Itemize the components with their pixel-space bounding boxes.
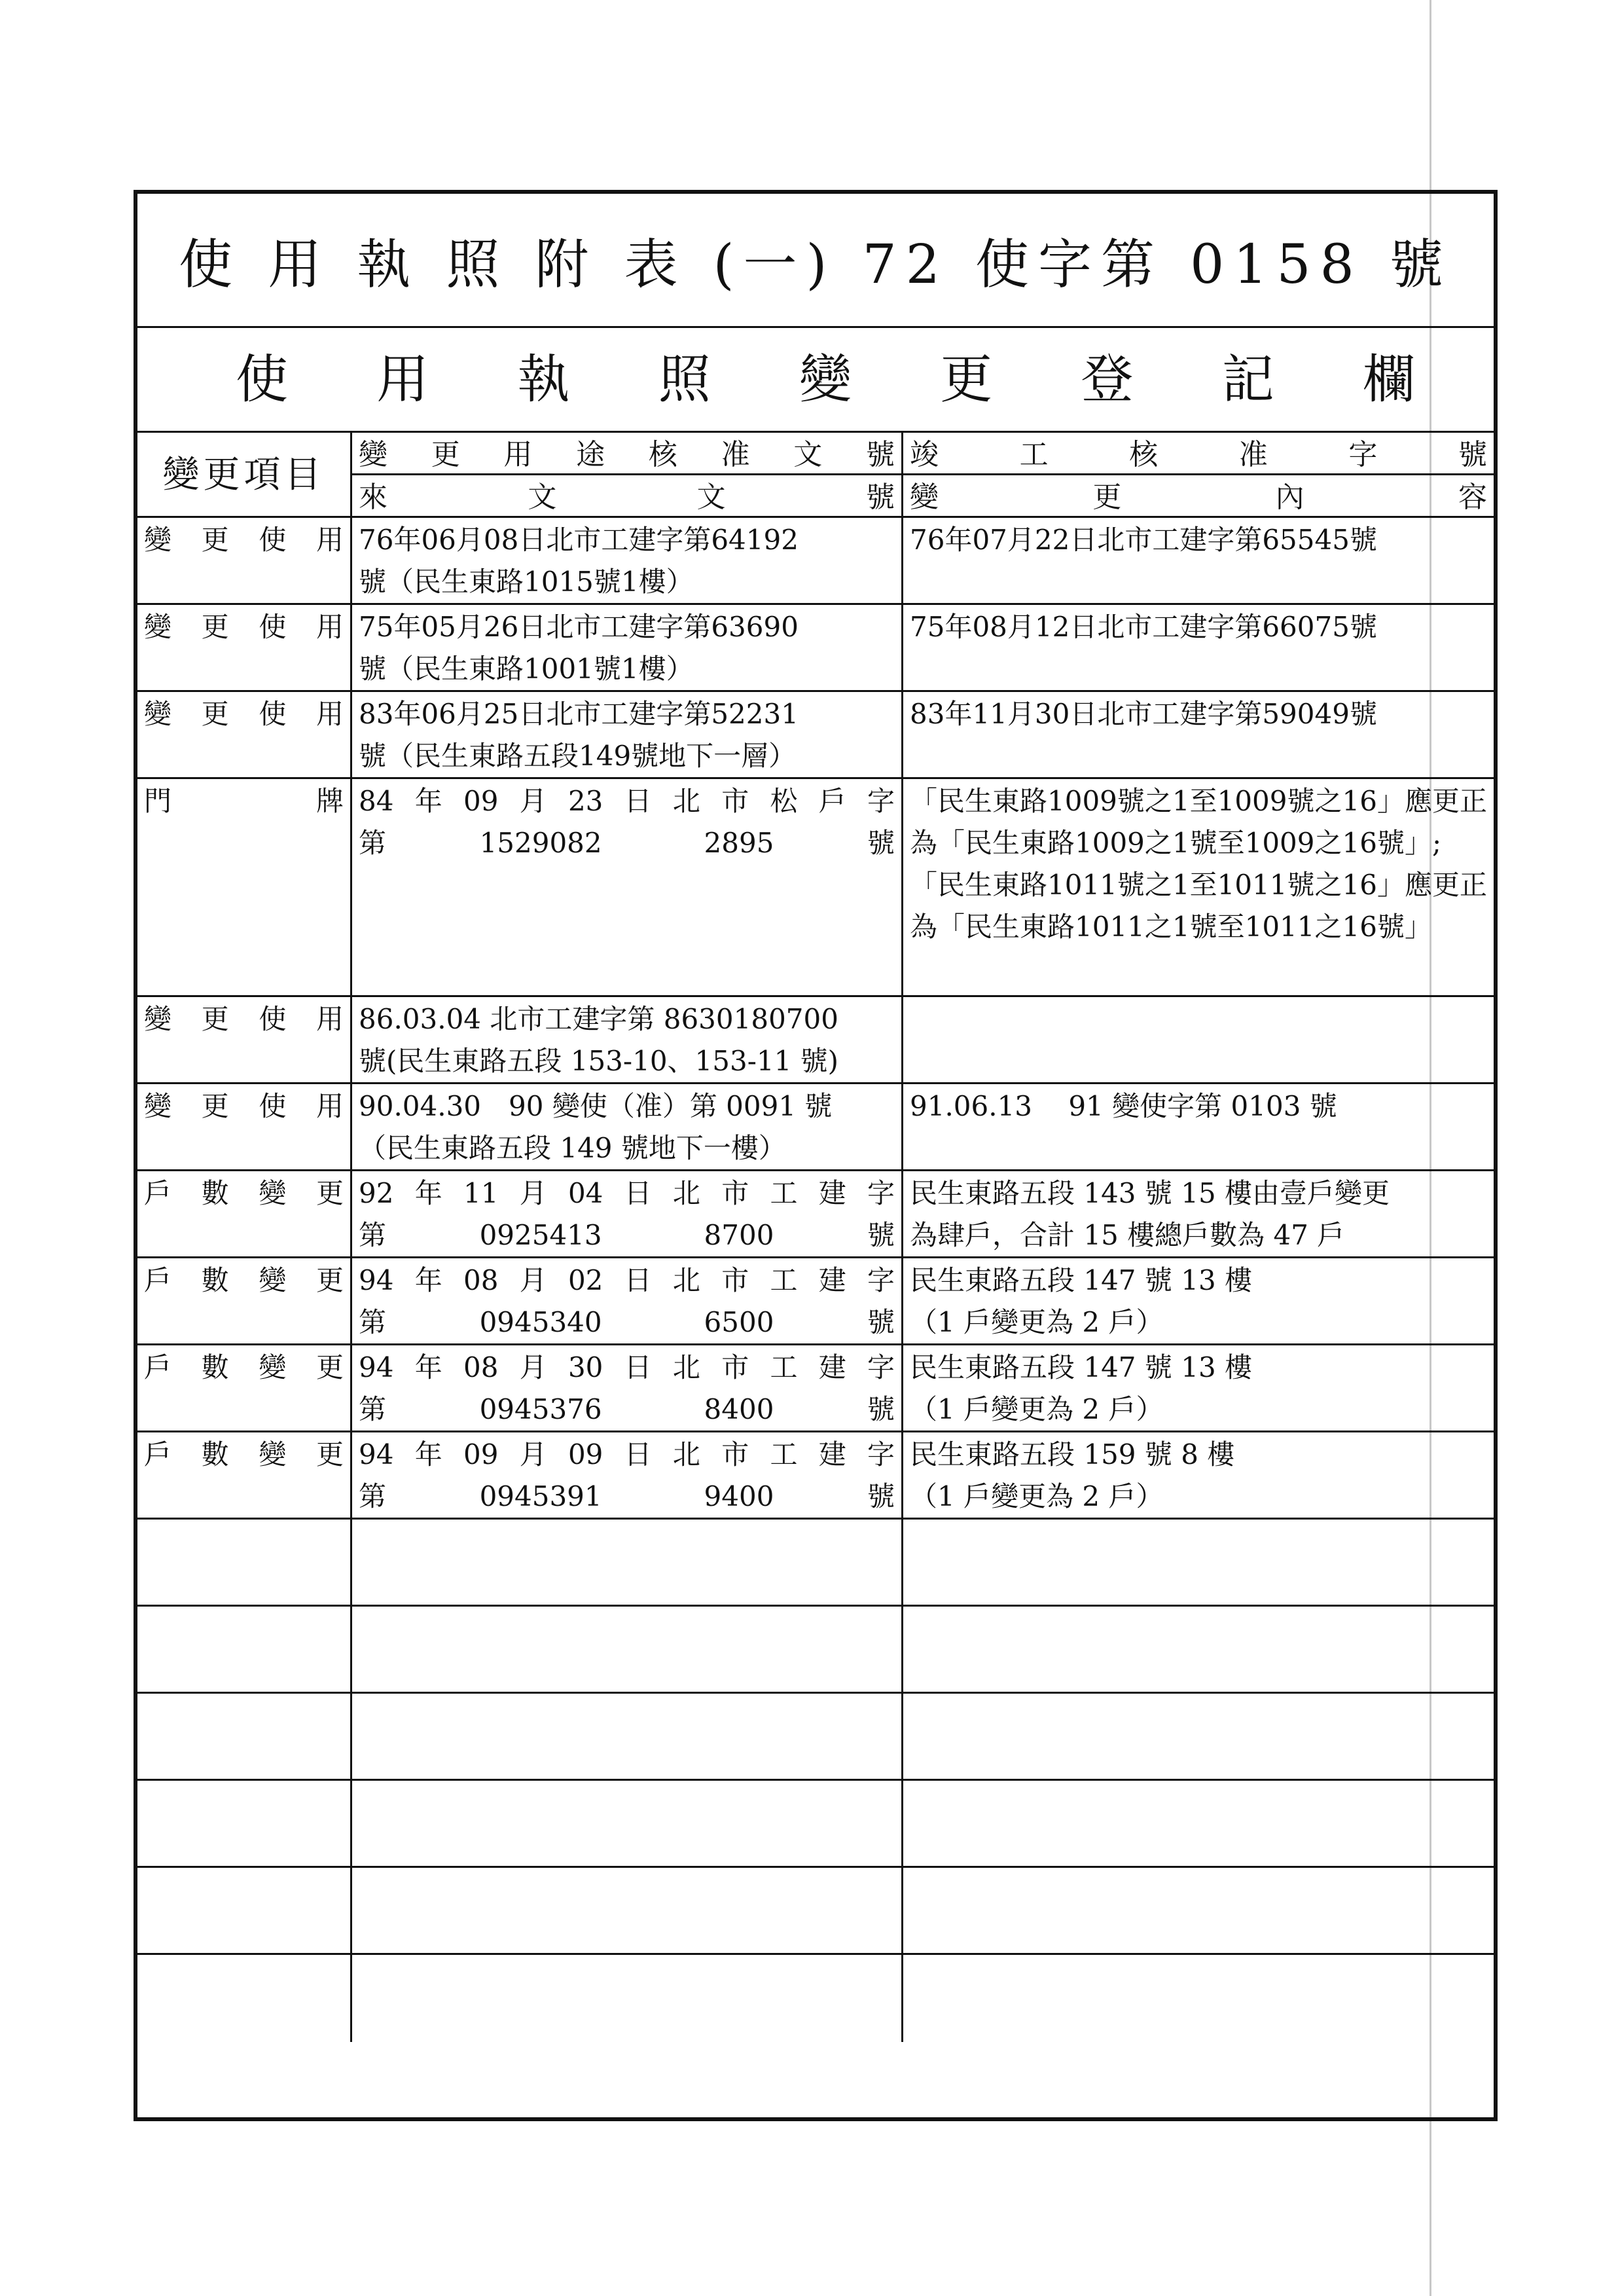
row-item-cell [137, 518, 352, 605]
empty-cell [352, 1781, 903, 1868]
header-incoming-doc-number: 來文文號 [352, 475, 903, 518]
row-item: 變更使用 [144, 698, 344, 730]
usage-permit-form [134, 190, 1498, 2121]
empty-cell [903, 1607, 1494, 1694]
subtitle-band [137, 328, 1494, 433]
row-doc-line: 第0945376 8400號 [359, 1393, 895, 1425]
row-doc-cell [352, 1258, 903, 1345]
empty-cell [352, 1868, 903, 1955]
row-doc-cell [352, 692, 903, 779]
row-content-line: 91.06.13 91 變使字第 0103 號 [910, 1090, 1337, 1122]
row-doc-line: 94年09月09日北市工建字 [359, 1438, 895, 1470]
change-register-table [137, 433, 1494, 2117]
row-item-cell [137, 1084, 352, 1171]
row-doc-line: 76年06月08日北市工建字第64192 [359, 524, 799, 556]
row-content-cell [903, 997, 1494, 1084]
row-item-cell [137, 1171, 352, 1258]
row-doc-line: （民生東路五段 149 號地下一樓） [359, 1132, 786, 1164]
row-content-cell [903, 1084, 1494, 1171]
row-doc-line: 86.03.04 北市工建字第 8630180700 [359, 1003, 838, 1035]
row-doc-line: 90.04.30 90 變使（准）第 0091 號 [359, 1090, 833, 1122]
row-doc-cell [352, 518, 903, 605]
row-doc-line: 92年11月04日北市工建字 [359, 1177, 895, 1209]
row-item-cell [137, 692, 352, 779]
row-doc-cell [352, 1345, 903, 1432]
row-item: 戶數變更 [144, 1351, 344, 1383]
empty-cell [137, 1868, 352, 1955]
row-doc-line: 號（民生東路1015號1樓） [359, 566, 694, 598]
row-item-cell [137, 779, 352, 997]
empty-cell [137, 1955, 352, 2042]
row-doc-cell [352, 1171, 903, 1258]
row-content-line: 民生東路五段 143 號 15 樓由壹戶變更 [910, 1177, 1390, 1209]
empty-cell [352, 1520, 903, 1607]
header-completion-number: 竣工核准字號 [903, 433, 1494, 475]
empty-cell [137, 1694, 352, 1781]
row-content-cell [903, 518, 1494, 605]
row-doc-cell [352, 779, 903, 997]
row-content-line: 民生東路五段 147 號 13 樓 [910, 1264, 1253, 1296]
row-item-cell [137, 1432, 352, 1520]
row-content-line: 民生東路五段 147 號 13 樓 [910, 1351, 1253, 1383]
subtitle-char: 登 [1081, 348, 1134, 410]
subtitle-char: 變 [799, 348, 852, 410]
row-doc-line: 94年08月02日北市工建字 [359, 1264, 895, 1296]
row-doc-line: 第0945391 9400號 [359, 1480, 895, 1512]
empty-cell [137, 1781, 352, 1868]
row-doc-cell [352, 1084, 903, 1171]
row-item: 門牌 [144, 785, 344, 817]
empty-cell [352, 1607, 903, 1694]
row-content-line: （1 戶變更為 2 戶） [910, 1393, 1164, 1425]
empty-cell [903, 1520, 1494, 1607]
row-doc-line: 號（民生東路五段149號地下一層） [359, 740, 797, 772]
row-item: 戶數變更 [144, 1438, 344, 1470]
header-change-item: 變更項目 [137, 433, 352, 518]
subtitle-char: 執 [517, 348, 570, 410]
subtitle-char: 欄 [1363, 348, 1415, 410]
row-doc-cell [352, 1432, 903, 1520]
row-doc-cell [352, 997, 903, 1084]
empty-cell [903, 1955, 1494, 2042]
row-item: 變更使用 [144, 524, 344, 556]
row-doc-cell [352, 605, 903, 692]
row-item-cell [137, 997, 352, 1084]
row-content-line: 為肆戶，合計 15 樓總戶數為 47 戶 [910, 1219, 1345, 1251]
row-doc-line: 84年09月23日北市松戶字 [359, 785, 895, 817]
header-approval-doc-number: 變更用途核准文號 [352, 433, 903, 475]
row-content-cell [903, 1171, 1494, 1258]
row-content-line: 76年07月22日北市工建字第65545號 [910, 524, 1377, 556]
row-doc-line: 第0945340 6500號 [359, 1306, 895, 1338]
subtitle-char: 用 [376, 348, 429, 410]
row-item: 變更使用 [144, 611, 344, 643]
subtitle-char: 更 [940, 348, 993, 410]
header-change-content: 變更內容 [903, 475, 1494, 518]
row-doc-line: 號(民生東路五段 153-10、153-11 號) [359, 1045, 839, 1077]
row-content-cell [903, 779, 1494, 997]
page-title: 使 用 執 照 附 表 (一) 72 使字第 0158 號 [179, 233, 1452, 296]
row-content-cell [903, 1345, 1494, 1432]
empty-cell [137, 1520, 352, 1607]
row-doc-line: 第0925413 8700號 [359, 1219, 895, 1251]
row-item: 戶數變更 [144, 1177, 344, 1209]
row-content-line: 民生東路五段 159 號 8 樓 [910, 1438, 1235, 1470]
row-doc-line: 號（民生東路1001號1樓） [359, 653, 694, 685]
row-content-cell [903, 1258, 1494, 1345]
empty-cell [903, 1694, 1494, 1781]
row-content-text: 「民生東路1009號之1至1009號之16」應更正為「民生東路1009之1號至1009之16號」;「民生東路1011號之1至1011號之16」應更正為「民生東路1011之1號至1011之16號」 [910, 785, 1487, 943]
row-item-cell [137, 605, 352, 692]
row-item: 變更使用 [144, 1003, 344, 1035]
empty-cell [903, 1781, 1494, 1868]
row-content-cell [903, 1432, 1494, 1520]
empty-cell [137, 1607, 352, 1694]
subtitle-char: 照 [658, 348, 711, 410]
row-doc-line: 94年08月30日北市工建字 [359, 1351, 895, 1383]
row-item: 戶數變更 [144, 1264, 344, 1296]
row-doc-line: 第1529082 2895號 [359, 827, 895, 859]
row-content-cell [903, 692, 1494, 779]
empty-cell [903, 1868, 1494, 1955]
empty-cell [352, 1694, 903, 1781]
row-doc-line: 75年05月26日北市工建字第63690 [359, 611, 799, 643]
row-item-cell [137, 1345, 352, 1432]
title-band [137, 194, 1494, 328]
row-doc-line: 83年06月25日北市工建字第52231 [359, 698, 799, 730]
row-content-line: （1 戶變更為 2 戶） [910, 1480, 1164, 1512]
row-content-line: 75年08月12日北市工建字第66075號 [910, 611, 1377, 643]
row-item: 變更使用 [144, 1090, 344, 1122]
subtitle-char: 使 [236, 348, 288, 410]
subtitle-char: 記 [1221, 348, 1274, 410]
row-content-line: （1 戶變更為 2 戶） [910, 1306, 1164, 1338]
row-item-cell [137, 1258, 352, 1345]
empty-cell [352, 1955, 903, 2042]
row-content-cell [903, 605, 1494, 692]
row-content-line: 83年11月30日北市工建字第59049號 [910, 698, 1377, 730]
